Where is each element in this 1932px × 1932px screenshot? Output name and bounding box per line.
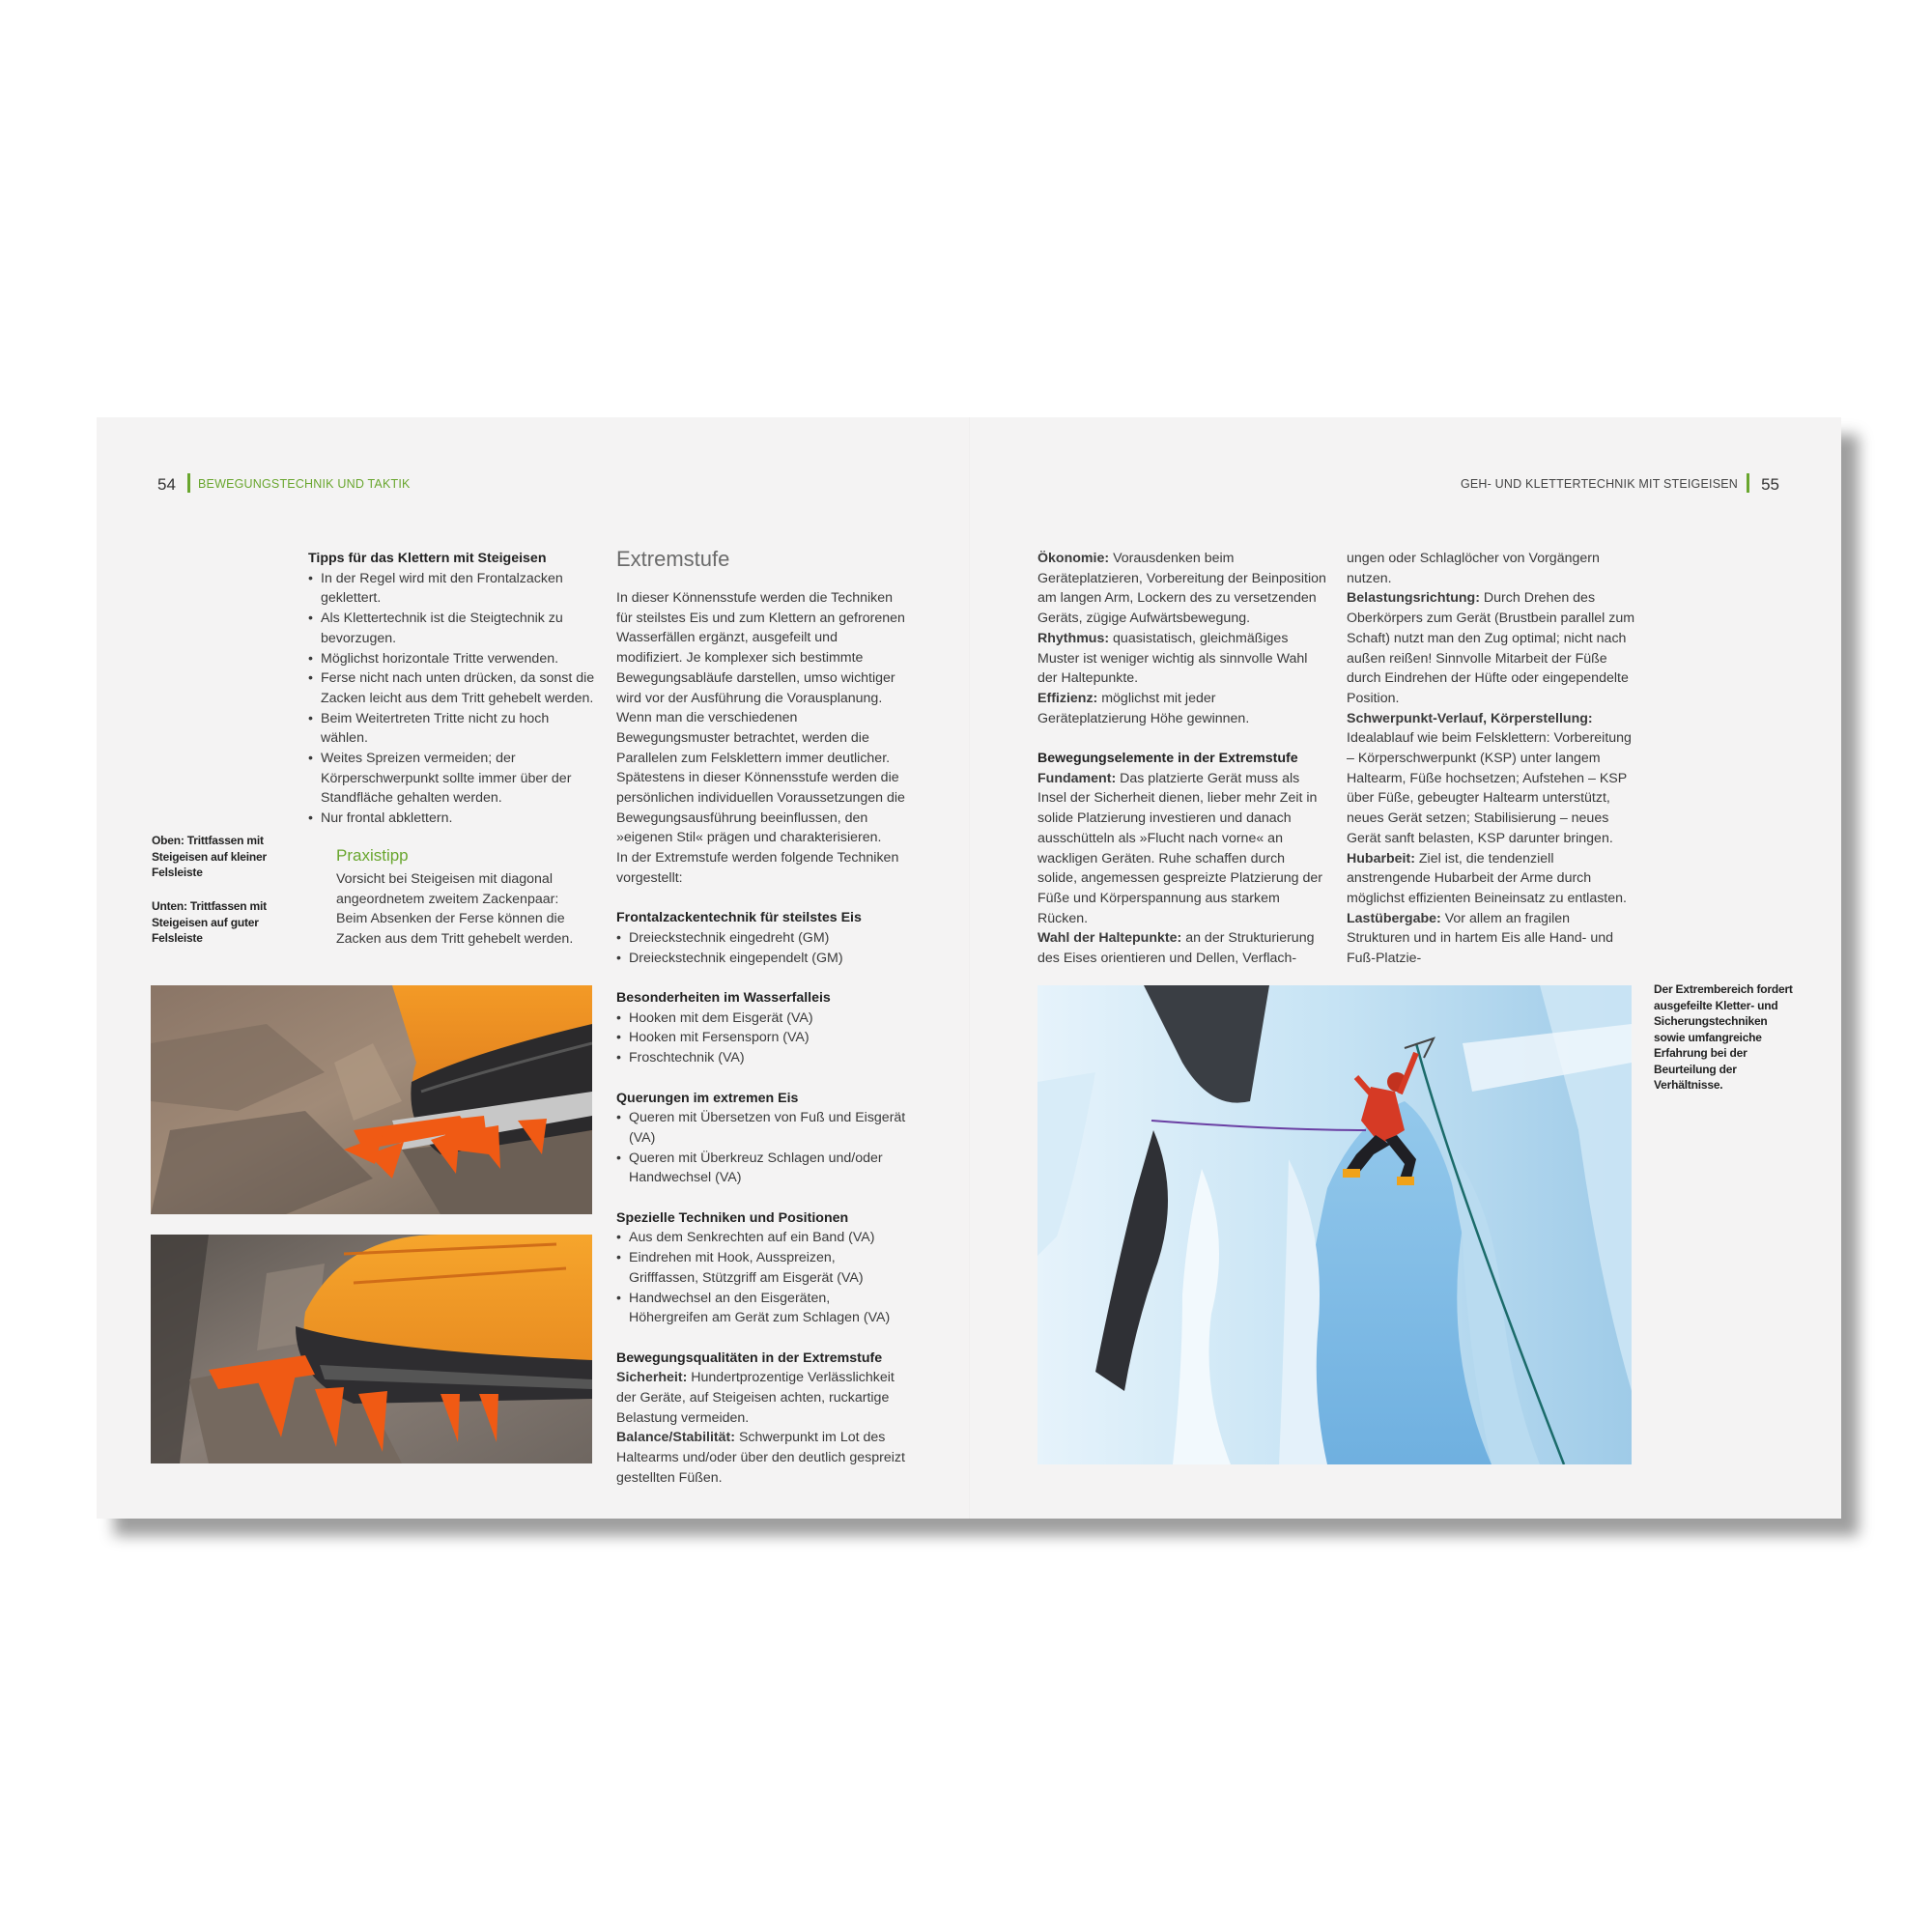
entry: [1347, 709, 1636, 849]
right-page-number: 55: [1761, 475, 1779, 494]
group-item: • Queren mit Übersetzen von Fuß und Eisgerät (VA): [616, 1108, 906, 1148]
entry-term: Fundament:: [1037, 770, 1117, 786]
right-running-head: GEH- UND KLETTERTECHNIK MIT STEIGEISEN: [1460, 477, 1738, 491]
right-column-2: [1347, 549, 1636, 969]
entry: [1037, 549, 1327, 629]
gutter-shadow: [969, 417, 970, 1519]
quality-term: Sicherheit:: [616, 1370, 688, 1386]
continued-text: ungen oder Schlaglöcher von Vorgängern nutzen.: [1347, 551, 1600, 586]
quality-term: Balance/Stabilität:: [616, 1430, 735, 1446]
group-item: • Hooken mit dem Eisgerät (VA): [616, 1009, 906, 1029]
entry-term: Hubarbeit:: [1347, 850, 1415, 867]
entry-text: Idealablauf wie beim Felsklettern: Vorbereitung – Körperschwerpunkt (KSP) unter langem Haltearm, Füße hochsetzen; Aufstehen – KSP über Füße, gebeugter Haltearm unterstützt, neues Gerät setzen; Stabilisierung – neues Gerät sanft belasten, KSP darunter bringen.: [1347, 730, 1632, 846]
left-header-bar: [187, 473, 190, 493]
group-item: • Hooken mit Fersensporn (VA): [616, 1028, 906, 1048]
tips-item: • Beim Weitertreten Tritte nicht zu hoch wählen.: [308, 709, 598, 749]
extremstufe-intro: In dieser Könnensstufe werden die Techniken für steilstes Eis und zum Klettern an gefrorenen Wasserfällen ergänzt, ausgefeilt und modifiziert. Je komplexer sich bestimmte Bewegungsabläufe darstellen, umso wichtiger wird vor der Ausführung die Vorausplanung. Wenn man die verschiedenen Bewegungsmuster betrachtet, werden die Parallelen zum Felsklettern immer deutlicher. Spätestens in dieser Könnensstufe werden die persönlichen individuellen Voraussetzungen die Bewegungsausführung beeinflussen, den »eigenen Stil« prägen und charakterisieren.: [616, 590, 905, 846]
entry-term: Ökonomie:: [1037, 551, 1110, 566]
group-item: • Dreieckstechnik eingependelt (GM): [616, 949, 906, 969]
quality-entry: [616, 1428, 906, 1488]
group-item: • Eindrehen mit Hook, Ausspreizen, Grifffassen, Stützgriff am Eisgerät (VA): [616, 1248, 906, 1288]
left-running-head: BEWEGUNGSTECHNIK UND TAKTIK: [198, 477, 411, 491]
tips-item: • Als Klettertechnik ist die Steigtechnik zu bevorzugen.: [308, 609, 598, 648]
entry-term: Effizienz:: [1037, 690, 1098, 706]
entry-text: quasistatisch, gleichmäßiges Muster ist weniger wichtig als sinnvolle Wahl der Haltepunkte.: [1037, 630, 1308, 687]
crampon-illustration-2: [151, 1235, 592, 1463]
group-item: • Handwechsel an den Eisgeräten, Höhergreifen am Gerät zum Schlagen (VA): [616, 1289, 906, 1328]
entry-term: Schwerpunkt-Verlauf, Körperstellung:: [1347, 710, 1593, 726]
tips-item: • Weites Spreizen vermeiden; der Körperschwerpunkt sollte immer über der Standfläche gehalten werden.: [308, 749, 598, 809]
tips-item: • Ferse nicht nach unten drücken, da sonst die Zacken leicht aus dem Tritt gehebelt werden.: [308, 668, 598, 708]
ice-photo-caption: Der Extrembereich fordert ausgefeilte Kletter- und Sicherungstechniken sowie umfangreiche Erfahrung bei der Beurteilung der Verhältnisse.: [1654, 982, 1793, 1092]
entry: [1037, 928, 1327, 968]
quality-entry: [616, 1368, 906, 1428]
tips-list: [308, 569, 598, 829]
book-spread: [97, 417, 1841, 1519]
group-heading: Frontalzackentechnik für steilstes Eis: [616, 910, 862, 926]
crampon-photo-small-ledge: [151, 985, 592, 1214]
crampon-photo-good-ledge: [151, 1235, 592, 1463]
group-heading: Besonderheiten im Wasserfalleis: [616, 990, 831, 1007]
quality-text: Schwerpunkt im Lot des Haltearms und/oder über den deutlich gespreizt gestellten Füßen.: [616, 1430, 905, 1486]
extremstufe-title: Extremstufe: [616, 547, 730, 571]
tips-item: • Nur frontal abklettern.: [308, 809, 598, 829]
entry-text: Das platzierte Gerät muss als Insel der Sicherheit dienen, lieber mehr Zeit in solide Platzierung investieren und danach ausschütteln als »Flucht nach vorne« an wackligen Geräten. Ruhe schaffen durch solide, angemessen gespreizte Platzierung der Füße und Körperspannung aus starkem Rücken.: [1037, 770, 1322, 926]
tips-box: [308, 549, 598, 829]
quality-text: Hundertprozentige Verlässlichkeit der Geräte, auf Steigeisen achten, ruckartige Belastung vermeiden.: [616, 1370, 895, 1426]
tips-title: Tipps für das Klettern mit Steigeisen: [308, 551, 547, 566]
entry-text: Durch Drehen des Oberkörpers zum Gerät (Brustbein parallel zum Schaft) nutzt man den Zug optimal; nicht nach außen reißen! Sinnvolle Mitarbeit der Füße durch Eindrehen der Hüfte oder eingependelte Position.: [1347, 590, 1635, 706]
group-item: • Froschtechnik (VA): [616, 1048, 906, 1068]
right-column-1: [1037, 549, 1327, 969]
entry: [1037, 689, 1327, 728]
entry-text: Vor allem an fragilen Strukturen und in hartem Eis alle Hand- und Fuß-Platzie-: [1347, 910, 1614, 967]
crampon-illustration-1: [151, 985, 592, 1214]
entry-term: Wahl der Haltepunkte:: [1037, 930, 1182, 947]
extremstufe-body: [616, 588, 906, 1489]
group-heading: Spezielle Techniken und Positionen: [616, 1209, 849, 1226]
praxistipp-text: Vorsicht bei Steigeisen mit diagonal angeordnetem zweitem Zackenpaar: Beim Absenken der Ferse können die Zacken aus dem Tritt gehebelt werden.: [336, 871, 574, 948]
entry: [1347, 588, 1636, 708]
caption-bottom: Unten: Trittfassen mit Steigeisen auf guter Felsleiste: [152, 899, 267, 945]
ice-climbing-photo: [1037, 985, 1632, 1464]
right-header-bar: [1747, 473, 1749, 493]
entry: [1347, 909, 1636, 969]
caption-top: Oben: Trittfassen mit Steigeisen auf kleiner Felsleiste: [152, 834, 267, 879]
tips-item: • In der Regel wird mit den Frontalzacken geklettert.: [308, 569, 598, 609]
group-item: • Aus dem Senkrechten auf ein Band (VA): [616, 1228, 906, 1248]
qualities-heading: Bewegungsqualitäten in der Extremstufe: [616, 1350, 883, 1366]
entry-term: Rhythmus:: [1037, 630, 1110, 646]
entry-term: Lastübergabe:: [1347, 910, 1441, 926]
left-page-number: 54: [157, 475, 176, 494]
entry: [1037, 629, 1327, 689]
entry-text: an der Strukturierung des Eises orientieren und Dellen, Verflach-: [1037, 930, 1315, 967]
entry: [1347, 849, 1636, 909]
ice-climber-illustration: [1037, 985, 1632, 1464]
entry-text: Ziel ist, die tendenziell anstrengende Hubarbeit der Arme durch möglichst effizienten Beineinsatz zu entlasten.: [1347, 850, 1627, 906]
tips-item: • Möglichst horizontale Tritte verwenden.: [308, 649, 598, 669]
group-item: • Queren mit Überkreuz Schlagen und/oder Handwechsel (VA): [616, 1149, 906, 1188]
entry-text: Vorausdenken beim Geräteplatzieren, Vorbereitung der Beinposition am langen Arm, Lockern des zu versetzenden Geräts, zügige Aufwärtsbewegung.: [1037, 551, 1326, 627]
group-heading: Querungen im extremen Eis: [616, 1090, 799, 1106]
extremstufe-intro2: In der Extremstufe werden folgende Techniken vorgestellt:: [616, 850, 899, 886]
entry: [1037, 769, 1327, 929]
praxistipp-title: Praxistipp: [336, 846, 409, 865]
group-item: • Dreieckstechnik eingedreht (GM): [616, 928, 906, 949]
entry-text: möglichst mit jeder Geräteplatzierung Höhe gewinnen.: [1037, 690, 1250, 726]
entry-term: Belastungsrichtung:: [1347, 590, 1480, 607]
elements-heading: Bewegungselemente in der Extremstufe: [1037, 751, 1298, 767]
